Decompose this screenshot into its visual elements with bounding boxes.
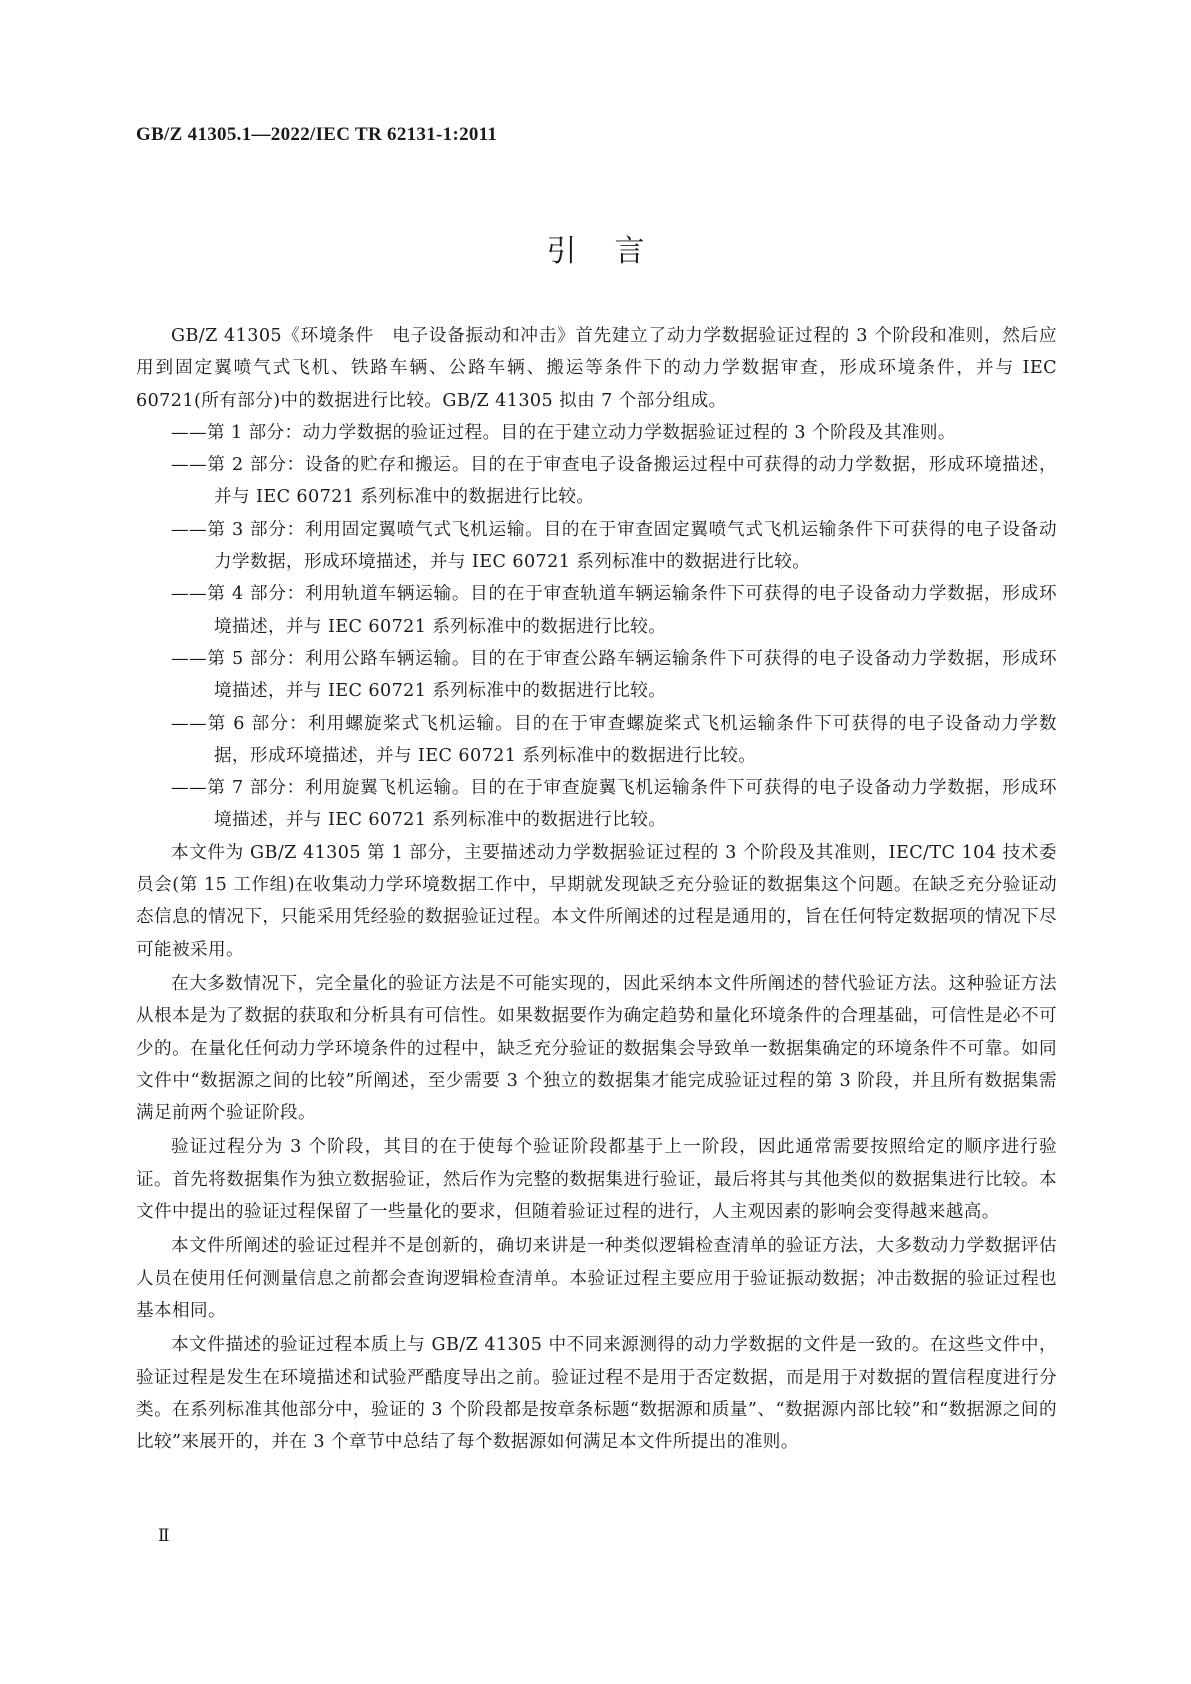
part-list-item-5: ——第 5 部分：利用公路车辆运输。目的在于审查公路车辆运输条件下可获得的电子设备动力学数据，形成环境描述，并与 IEC 60721 系列标准中的数据进行比较。 [171, 648, 1057, 702]
part-list-item-2: ——第 2 部分：设备的贮存和搬运。目的在于审查电子设备搬运过程中可获得的动力学数据，形成环境描述，并与 IEC 60721 系列标准中的数据进行比较。 [171, 455, 1057, 508]
part-list-item-7: ——第 7 部分：利用旋翼飞机运输。目的在于审查旋翼飞机运输条件下可获得的电子设备动力学数据，形成环境描述，并与 IEC 60721 系列标准中的数据进行比较。 [171, 778, 1057, 831]
part-list-item-3: ——第 3 部分：利用固定翼喷气式飞机运输。目的在于审查固定翼喷气式飞机运输条件下可获得的电子设备动力学数据，形成环境描述，并与 IEC 60721 系列标准中的数据进行比较。 [171, 519, 1057, 573]
body-paragraph-1: 本文件为 GB/Z 41305 第 1 部分，主要描述动力学数据验证过程的 3 个阶段及其准则，IEC/TC 104 技术委员会(第 15 工作组)在收集动力学环境数据工作中，早期就发现缺乏充分验证的数据集这个问题。在缺乏充分验证动态信息的情况下，只能采用凭经验的数据验证过程。本文件所阐述的过程是通用的，旨在任何特定数据项的情况下尽可能被采用。 [136, 842, 1057, 960]
page-title: 引言 [546, 234, 683, 269]
part-list-item-1: ——第 1 部分：动力学数据的验证过程。目的在于建立动力学数据验证过程的 3 个阶段及其准则。 [171, 422, 956, 443]
intro-paragraph: GB/Z 41305《环境条件 电子设备振动和冲击》首先建立了动力学数据验证过程的 3 个阶段和准则，然后应用到固定翼喷气式飞机、铁路车辆、公路车辆、搬运等条件下的动力学数据审查，形成环境条件，并与 IEC 60721(所有部分)中的数据进行比较。GB/Z 41305 拟由 7 个部分组成。 [136, 326, 1057, 411]
part-list-item-6: ——第 6 部分：利用螺旋桨式飞机运输。目的在于审查螺旋桨式飞机运输条件下可获得的电子设备动力学数据，形成环境描述，并与 IEC 60721 系列标准中的数据进行比较。 [171, 713, 1057, 766]
page-number: Ⅱ [158, 1526, 170, 1546]
body-paragraph-3: 验证过程分为 3 个阶段，其目的在于使每个验证阶段都基于上一阶段，因此通常需要按照给定的顺序进行验证。首先将数据集作为独立数据验证，然后作为完整的数据集进行验证，最后将其与其他类似的数据集进行比较。本文件中提出的验证过程保留了一些量化的要求，但随着验证过程的进行，人主观因素的影响会变得越来越高。 [136, 1137, 1057, 1223]
document-body [136, 320, 1057, 1458]
body-paragraph-5: 本文件描述的验证过程本质上与 GB/Z 41305 中不同来源测得的动力学数据的文件是一致的。在这些文件中，验证过程是发生在环境描述和试验严酷度导出之前。验证过程不是用于否定数据，而是用于对数据的置信程度进行分类。在系列标准其他部分中，验证的 3 个阶段都是按章条标题“数据源和质量”、“数据源内部比较”和“数据源之间的比较”来展开的，并在 3 个章节中总结了每个数据源如何满足本文件所提出的准则。 [136, 1335, 1057, 1453]
body-paragraph-4: 本文件所阐述的验证过程并不是创新的，确切来讲是一种类似逻辑检查清单的验证方法，大多数动力学数据评估人员在使用任何测量信息之前都会查询逻辑检查清单。本验证过程主要应用于验证振动数据；冲击数据的验证过程也基本相同。 [136, 1236, 1057, 1321]
part-list-item-4: ——第 4 部分：利用轨道车辆运输。目的在于审查轨道车辆运输条件下可获得的电子设备动力学数据，形成环境描述，并与 IEC 60721 系列标准中的数据进行比较。 [171, 584, 1057, 637]
body-paragraph-2: 在大多数情况下，完全量化的验证方法是不可能实现的，因此采纳本文件所阐述的替代验证方法。这种验证方法从根本是为了数据的获取和分析具有可信性。如果数据要作为确定趋势和量化环境条件的合理基础，可信性是必不可少的。在量化任何动力学环境条件的过程中，缺乏充分验证的数据集会导致单一数据集确定的环境条件不可靠。如同文件中“数据源之间的比较”所阐述，至少需要 3 个独立的数据集才能完成验证过程的第 3 阶段，并且所有数据集需满足前两个验证阶段。 [136, 973, 1057, 1124]
document-code-header: GB/Z 41305.1—2022/IEC TR 62131-1:2011 [136, 124, 498, 145]
